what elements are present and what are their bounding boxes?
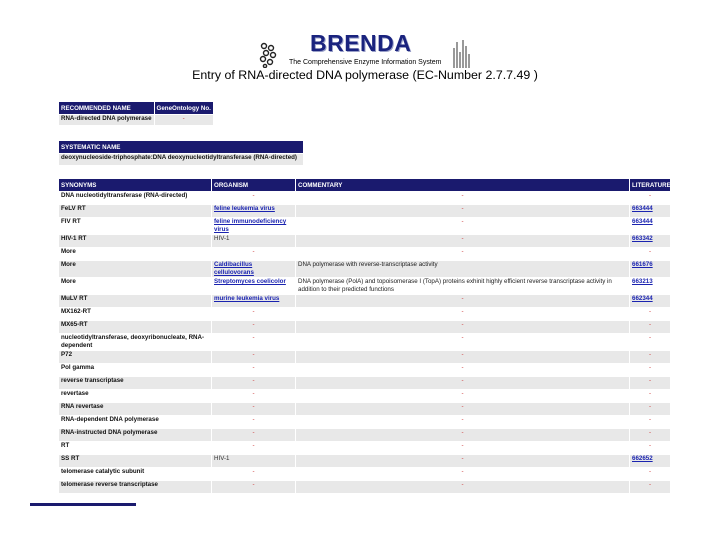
organism-link[interactable]: murine leukemia virus xyxy=(214,295,280,302)
organism-cell xyxy=(212,261,296,278)
literature-link[interactable]: 663213 xyxy=(632,278,653,285)
literature-cell xyxy=(630,261,671,278)
literature-link[interactable]: 662652 xyxy=(632,455,653,462)
literature-cell: - xyxy=(630,334,671,351)
organism-cell: - xyxy=(212,403,296,416)
systematic-name-value: deoxynucleoside-triphosphate:DNA deoxynucleotidyltransferase (RNA-directed) xyxy=(59,154,304,166)
literature-cell: - xyxy=(630,308,671,321)
literature-cell: - xyxy=(630,429,671,442)
commentary-cell: - xyxy=(296,429,630,442)
page-title: Entry of RNA-directed DNA polymerase (EC-Number 2.7.7.49 ) xyxy=(192,68,538,82)
organism-cell: - xyxy=(212,442,296,455)
synonyms-table xyxy=(58,178,671,494)
synonym-cell: RNA-dependent DNA polymerase xyxy=(59,416,212,429)
literature-cell: - xyxy=(630,416,671,429)
table-row xyxy=(59,308,671,321)
commentary-cell: - xyxy=(296,321,630,334)
recommended-name-table xyxy=(58,101,214,126)
commentary-cell: - xyxy=(296,416,630,429)
col-gene-ontology: GeneOntology No. xyxy=(154,102,213,115)
commentary-cell: - xyxy=(296,481,630,494)
organism-cell: - xyxy=(212,390,296,403)
table-row xyxy=(59,192,671,205)
table-row xyxy=(59,403,671,416)
synonym-cell: HIV-1 RT xyxy=(59,235,212,248)
commentary-cell: - xyxy=(296,468,630,481)
organism-cell: HIV-1 xyxy=(212,455,296,468)
organism-cell: - xyxy=(212,429,296,442)
synonym-cell: MX162-RT xyxy=(59,308,212,321)
literature-cell: - xyxy=(630,192,671,205)
literature-link[interactable]: 663444 xyxy=(632,205,653,212)
synonym-cell: revertase xyxy=(59,390,212,403)
synonym-cell: FeLV RT xyxy=(59,205,212,218)
commentary-cell: - xyxy=(296,192,630,205)
synonym-cell: RT xyxy=(59,442,212,455)
commentary-cell: DNA polymerase (PolA) and topoisomerase I (TopA) proteins exhinit highly efficient reverse transcriptase activity in addition to their predicted functions xyxy=(296,278,630,295)
organism-cell: - xyxy=(212,377,296,390)
organism-cell xyxy=(212,218,296,235)
organism-cell: - xyxy=(212,416,296,429)
literature-cell: - xyxy=(630,390,671,403)
literature-cell xyxy=(630,455,671,468)
literature-link[interactable]: 663342 xyxy=(632,235,653,242)
table-row xyxy=(59,442,671,455)
page-header xyxy=(0,30,720,86)
literature-cell: - xyxy=(630,248,671,261)
literature-link[interactable]: 663444 xyxy=(632,218,653,225)
synonym-cell: More xyxy=(59,248,212,261)
organism-cell: - xyxy=(212,334,296,351)
table-row xyxy=(59,468,671,481)
table-row xyxy=(59,390,671,403)
organism-cell: - xyxy=(212,321,296,334)
table-row xyxy=(59,429,671,442)
commentary-cell: - xyxy=(296,334,630,351)
organism-cell: HIV-1 xyxy=(212,235,296,248)
literature-cell: - xyxy=(630,351,671,364)
table-row xyxy=(59,481,671,494)
literature-cell xyxy=(630,205,671,218)
organism-cell xyxy=(212,295,296,308)
commentary-cell: - xyxy=(296,442,630,455)
commentary-cell: - xyxy=(296,248,630,261)
commentary-cell: - xyxy=(296,351,630,364)
table-row xyxy=(59,416,671,429)
literature-link[interactable]: 661676 xyxy=(632,261,653,268)
synonym-cell: DNA nucleotidyltransferase (RNA-directed) xyxy=(59,192,212,205)
synonym-cell: MX65-RT xyxy=(59,321,212,334)
synonym-cell: More xyxy=(59,278,212,295)
literature-cell xyxy=(630,235,671,248)
commentary-cell: - xyxy=(296,364,630,377)
organism-cell: - xyxy=(212,481,296,494)
col-commentary: COMMENTARY xyxy=(296,179,630,192)
synonym-cell: reverse transcriptase xyxy=(59,377,212,390)
synonym-cell: SS RT xyxy=(59,455,212,468)
synonym-cell: RNA revertase xyxy=(59,403,212,416)
organism-link[interactable]: Caldibacillus cellulovorans xyxy=(214,261,254,276)
literature-cell: - xyxy=(630,468,671,481)
table-row xyxy=(59,377,671,390)
commentary-cell: - xyxy=(296,455,630,468)
organism-cell: - xyxy=(212,364,296,377)
organism-cell xyxy=(212,278,296,295)
literature-cell: - xyxy=(630,442,671,455)
synonym-cell: P72 xyxy=(59,351,212,364)
literature-cell xyxy=(630,218,671,235)
table-row xyxy=(59,455,671,468)
col-synonyms: SYNONYMS xyxy=(59,179,212,192)
brand-tagline: The Comprehensive Enzyme Information System xyxy=(289,59,442,66)
synonym-cell: More xyxy=(59,261,212,278)
synonym-cell: Pol gamma xyxy=(59,364,212,377)
literature-cell xyxy=(630,278,671,295)
table-row xyxy=(59,235,671,248)
table-row xyxy=(59,334,671,351)
table-row xyxy=(59,248,671,261)
table-row xyxy=(59,278,671,295)
organism-cell xyxy=(212,205,296,218)
literature-cell: - xyxy=(630,377,671,390)
organism-cell: - xyxy=(212,248,296,261)
synonym-cell: MuLV RT xyxy=(59,295,212,308)
commentary-cell: - xyxy=(296,235,630,248)
literature-cell: - xyxy=(630,481,671,494)
table-row xyxy=(59,261,671,278)
commentary-cell: - xyxy=(296,308,630,321)
commentary-cell: DNA polymerase with reverse-transcriptase activity xyxy=(296,261,630,278)
commentary-cell: - xyxy=(296,390,630,403)
organism-link[interactable]: Streptomyces coelicolor xyxy=(214,278,286,285)
systematic-name-table xyxy=(58,140,304,166)
col-literature: LITERATURE xyxy=(630,179,671,192)
synonym-cell: nucleotidyltransferase, deoxyribonucleate, RNA-dependent xyxy=(59,334,212,351)
table-row xyxy=(59,295,671,308)
literature-cell: - xyxy=(630,403,671,416)
table-row xyxy=(59,364,671,377)
commentary-cell: - xyxy=(296,295,630,308)
table-row xyxy=(59,321,671,334)
synonym-cell: telomerase reverse transcriptase xyxy=(59,481,212,494)
organism-cell: - xyxy=(212,468,296,481)
organism-link[interactable]: feline immunodeficiency virus xyxy=(214,218,287,233)
literature-cell xyxy=(630,295,671,308)
literature-link[interactable]: 662344 xyxy=(632,295,653,302)
table-row xyxy=(59,351,671,364)
table-row xyxy=(59,218,671,235)
organism-link[interactable]: feline leukemia virus xyxy=(214,205,275,212)
col-recommended-name: RECOMMENDED NAME xyxy=(59,102,155,115)
recommended-name-value: RNA-directed DNA polymerase xyxy=(59,115,155,126)
commentary-cell: - xyxy=(296,377,630,390)
synonym-cell: telomerase catalytic subunit xyxy=(59,468,212,481)
table-row xyxy=(59,205,671,218)
synonym-cell: FIV RT xyxy=(59,218,212,235)
bar-graph-icon xyxy=(452,38,470,70)
col-systematic-name: SYSTEMATIC NAME xyxy=(59,141,304,154)
brand-logo-text: BRENDA xyxy=(310,30,412,56)
commentary-cell: - xyxy=(296,218,630,235)
commentary-cell: - xyxy=(296,403,630,416)
gene-ontology-value: - xyxy=(154,115,213,126)
organism-cell: - xyxy=(212,308,296,321)
dna-helix-icon xyxy=(258,42,278,68)
organism-cell: - xyxy=(212,192,296,205)
synonym-cell: RNA-instructed DNA polymerase xyxy=(59,429,212,442)
commentary-cell: - xyxy=(296,205,630,218)
footer-divider xyxy=(30,503,136,506)
literature-cell: - xyxy=(630,364,671,377)
synonyms-body xyxy=(59,192,671,494)
organism-cell: - xyxy=(212,351,296,364)
literature-cell: - xyxy=(630,321,671,334)
col-organism: ORGANISM xyxy=(212,179,296,192)
